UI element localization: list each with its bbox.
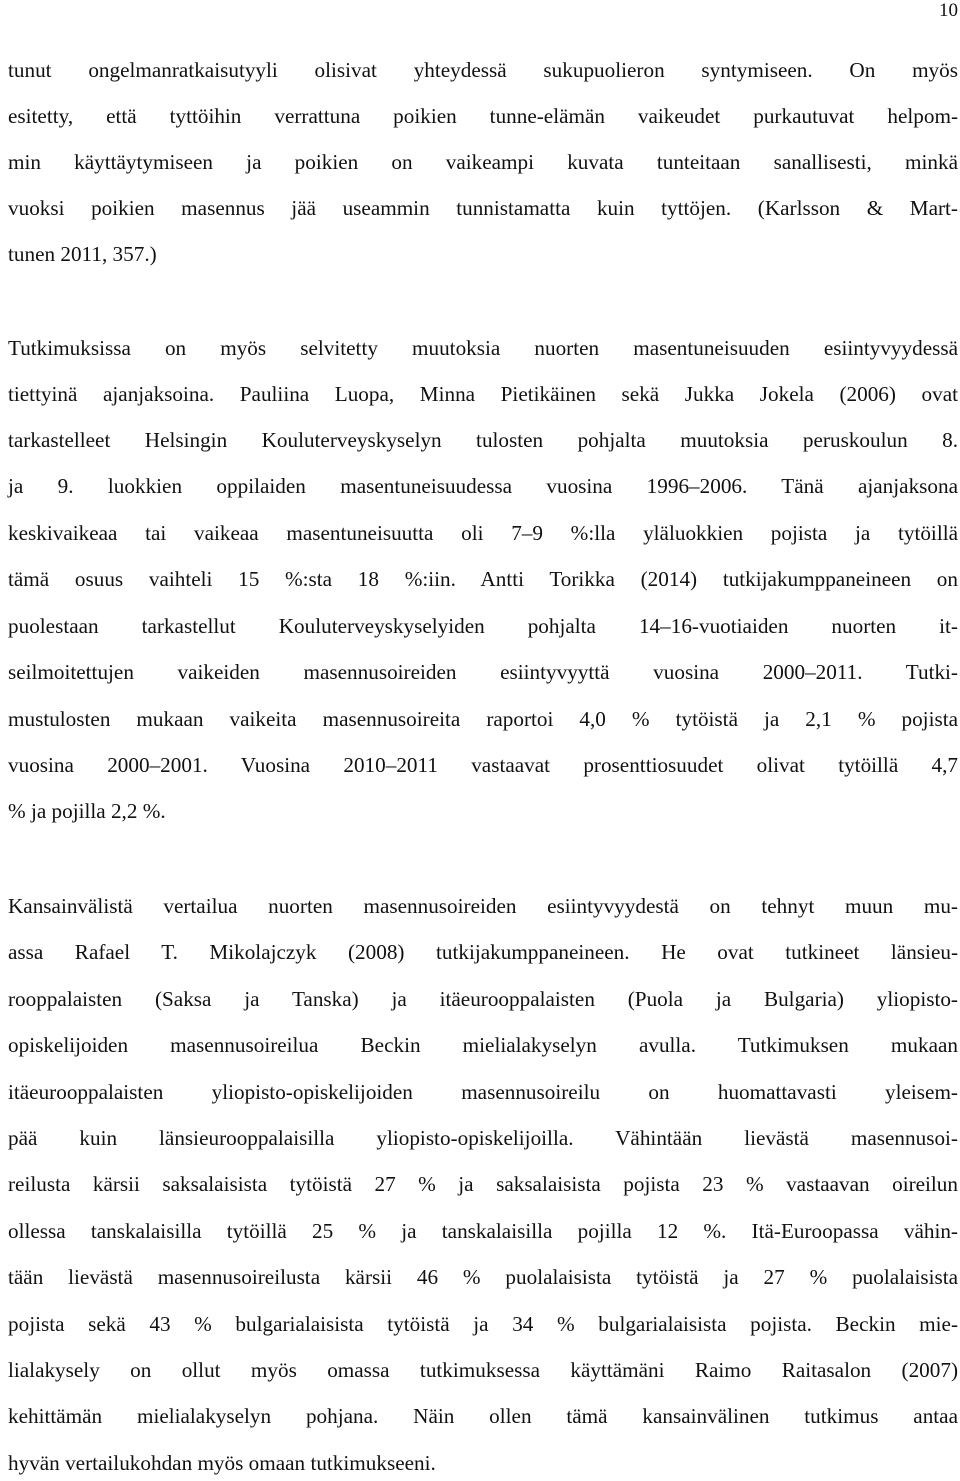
text-line: min käyttäytymiseen ja poikien on vaikeampi kuvata tunteitaan sanallisesti, minkä (8, 150, 958, 174)
text-line: % ja pojilla 2,2 %. (8, 799, 166, 823)
text-line: hyvän vertailukohdan myös omaan tutkimukseeni. (8, 1451, 436, 1475)
text-line: Tutkimuksissa on myös selvitetty muutoksia nuorten masentuneisuuden esiintyvyydessä (8, 336, 958, 360)
text-line: keskivaikeaa tai vaikeaa masentuneisuutta oli 7–9 %:lla yläluokkien pojista ja tytöillä (8, 521, 958, 545)
text-line: tään lievästä masennusoireilusta kärsii 46 % puolalaisista tytöistä ja 27 % puolalaisista (8, 1265, 958, 1289)
text-line: esitetty, että tyttöihin verrattuna poikien tunne-elämän vaikeudet purkautuvat helpom- (8, 104, 958, 128)
text-line: itäeurooppalaisten yliopisto-opiskelijoiden masennusoireilu on huomattavasti yleisem- (8, 1080, 958, 1104)
text-line: seilmoitettujen vaikeiden masennusoireiden esiintyvyyttä vuosina 2000–2011. Tutki- (8, 660, 958, 684)
text-line: assa Rafael T. Mikolajczyk (2008) tutkijakumppaneineen. He ovat tutkineet länsieu- (8, 940, 958, 964)
text-line: tarkastelleet Helsingin Kouluterveyskyselyn tulosten pohjalta muutoksia peruskoulun 8. (8, 428, 958, 452)
text-line: puolestaan tarkastellut Kouluterveyskyselyiden pohjalta 14–16-vuotiaiden nuorten it- (8, 614, 958, 638)
text-line: lialakysely on ollut myös omassa tutkimuksessa käyttämäni Raimo Raitasalon (2007) (8, 1358, 958, 1382)
text-line: pää kuin länsieurooppalaisilla yliopisto-opiskelijoilla. Vähintään lievästä masennusoi- (8, 1126, 958, 1150)
page-number: 10 (939, 0, 958, 21)
text-line: tämä osuus vaihteli 15 %:sta 18 %:iin. Antti Torikka (2014) tutkijakumppaneineen on (8, 567, 958, 591)
text-line: vuosina 2000–2001. Vuosina 2010–2011 vastaavat prosenttiosuudet olivat tytöillä 4,7 (8, 753, 958, 777)
text-line: rooppalaisten (Saksa ja Tanska) ja itäeurooppalaisten (Puola ja Bulgaria) yliopisto- (8, 987, 958, 1011)
text-line: opiskelijoiden masennusoireilua Beckin mielialakyselyn avulla. Tutkimuksen mukaan (8, 1033, 958, 1057)
text-line: kehittämän mielialakyselyn pohjana. Näin ollen tämä kansainvälinen tutkimus antaa (8, 1404, 958, 1428)
text-line: tunen 2011, 357.) (8, 242, 157, 266)
text-line: Kansainvälistä vertailua nuorten masennusoireiden esiintyvyydestä on tehnyt muun mu- (8, 894, 958, 918)
text-line: ja 9. luokkien oppilaiden masentuneisuudessa vuosina 1996–2006. Tänä ajanjaksona (8, 474, 958, 498)
text-line: tunut ongelmanratkaisutyyli olisivat yhteydessä sukupuolieron syntymiseen. On myös (8, 58, 958, 82)
text-line: reilusta kärsii saksalaisista tytöistä 27 % ja saksalaisista pojista 23 % vastaavan oireilun (8, 1172, 958, 1196)
text-line: pojista sekä 43 % bulgarialaisista tytöistä ja 34 % bulgarialaisista pojista. Beckin mie- (8, 1312, 958, 1336)
text-line: ollessa tanskalaisilla tytöillä 25 % ja tanskalaisilla pojilla 12 %. Itä-Euroopassa vähin- (8, 1219, 958, 1243)
text-line: vuoksi poikien masennus jää useammin tunnistamatta kuin tyttöjen. (Karlsson & Mart- (8, 196, 958, 220)
text-line: tiettyinä ajanjaksoina. Pauliina Luopa, Minna Pietikäinen sekä Jukka Jokela (2006) ovat (8, 382, 958, 406)
text-line: mustulosten mukaan vaikeita masennusoireita raportoi 4,0 % tytöistä ja 2,1 % pojista (8, 707, 958, 731)
